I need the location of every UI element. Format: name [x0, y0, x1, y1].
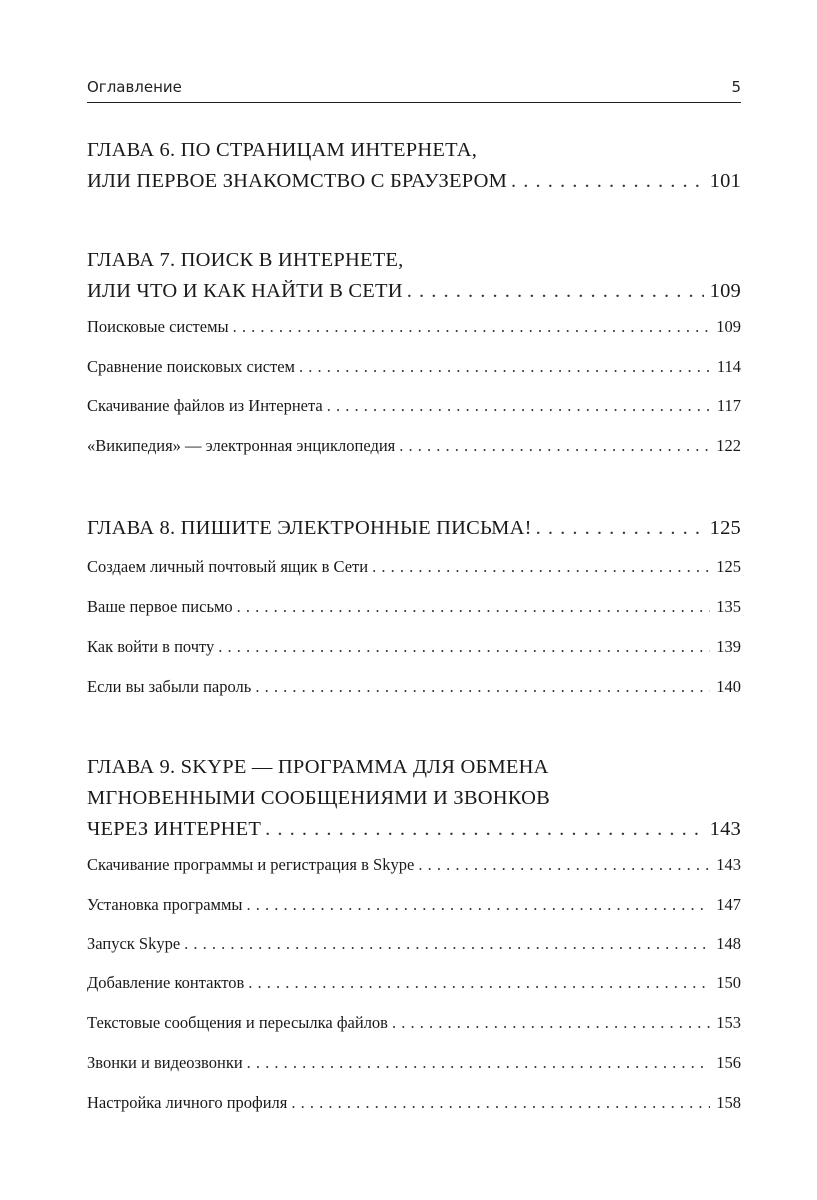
toc-entry[interactable] — [87, 434, 741, 458]
entry-page-number: 125 — [716, 557, 741, 576]
entry-page-number: 140 — [716, 677, 741, 696]
entry-title: Добавление контактов — [87, 973, 245, 992]
chapter-title-line: ИЛИ ЧТО И КАК НАЙТИ В СЕТИ — [87, 280, 403, 302]
chapter-title-line: МГНОВЕННЫМИ СООБЩЕНИЯМИ И ЗВОНКОВ — [87, 787, 550, 809]
toc-entry[interactable] — [87, 971, 741, 995]
toc-entry[interactable] — [87, 355, 741, 379]
dot-leader — [392, 1011, 710, 1035]
running-head-page-number: 5 — [731, 78, 741, 96]
chapter-title-line: ГЛАВА 7. ПОИСК В ИНТЕРНЕТЕ, — [87, 249, 404, 271]
dot-leader — [248, 971, 710, 995]
toc-entry[interactable] — [87, 555, 741, 579]
chapter-title-line: ЧЕРЕЗ ИНТЕРНЕТ — [87, 818, 262, 840]
dot-leader — [237, 595, 711, 619]
chapter-title-line: ИЛИ ПЕРВОЕ ЗНАКОМСТВО С БРАУЗЕРОМ — [87, 170, 508, 192]
entry-title: Запуск Skype — [87, 934, 181, 953]
entry-title: Ваше первое письмо — [87, 597, 233, 616]
dot-leader — [399, 434, 710, 458]
chapter-title-line: ГЛАВА 9. SKYPE — ПРОГРАММА ДЛЯ ОБМЕНА — [87, 756, 549, 778]
dot-leader — [247, 1051, 711, 1075]
dot-leader — [418, 853, 710, 877]
entry-page-number: 109 — [716, 317, 741, 336]
toc-entry[interactable] — [87, 595, 741, 619]
toc-entry[interactable] — [87, 1091, 741, 1115]
entry-title: Если вы забыли пароль — [87, 677, 252, 696]
chapter-page-number: 109 — [709, 280, 741, 302]
chapter-page-number: 101 — [709, 170, 741, 192]
entry-page-number: 150 — [716, 973, 741, 992]
entry-page-number: 143 — [716, 855, 741, 874]
book-page — [87, 0, 741, 1200]
running-head-title: Оглавление — [87, 78, 182, 96]
dot-leader — [511, 166, 704, 197]
chapter-page-number: 125 — [709, 517, 741, 539]
entry-page-number: 147 — [716, 895, 741, 914]
entry-title: Звонки и видеозвонки — [87, 1053, 243, 1072]
dot-leader — [233, 315, 711, 339]
entry-title: Настройка личного профиля — [87, 1093, 288, 1112]
dot-leader — [291, 1091, 710, 1115]
dot-leader — [372, 555, 710, 579]
toc-chapter-9[interactable] — [87, 752, 741, 845]
entry-page-number: 153 — [716, 1013, 741, 1032]
chapter-title-line: ГЛАВА 8. ПИШИТЕ ЭЛЕКТРОННЫЕ ПИСЬМА! — [87, 517, 532, 539]
dot-leader — [265, 814, 704, 845]
entry-page-number: 158 — [716, 1093, 741, 1112]
entry-title: Создаем личный почтовый ящик в Сети — [87, 557, 369, 576]
entry-page-number: 156 — [716, 1053, 741, 1072]
entry-title: «Википедия» — электронная энциклопедия — [87, 436, 396, 455]
entry-title: Текстовые сообщения и пересылка файлов — [87, 1013, 388, 1032]
entry-title: Поисковые системы — [87, 317, 229, 336]
toc-entry[interactable] — [87, 315, 741, 339]
entry-title: Скачивание программы и регистрация в Skype — [87, 855, 415, 874]
toc-chapter-6[interactable] — [87, 135, 741, 197]
entry-page-number: 122 — [716, 436, 741, 455]
toc-chapter-8[interactable] — [87, 513, 741, 544]
entry-title: Сравнение поисковых систем — [87, 357, 295, 376]
toc-entry[interactable] — [87, 893, 741, 917]
entry-page-number: 139 — [716, 637, 741, 656]
entry-page-number: 117 — [716, 396, 741, 415]
toc-entry[interactable] — [87, 1011, 741, 1035]
dot-leader — [536, 513, 704, 544]
toc-chapter-7[interactable] — [87, 245, 741, 307]
dot-leader — [218, 635, 710, 659]
entry-title: Установка программы — [87, 895, 243, 914]
entry-page-number: 114 — [716, 357, 741, 376]
toc-entry[interactable] — [87, 394, 741, 418]
chapter-page-number: 143 — [709, 818, 741, 840]
toc-entry[interactable] — [87, 853, 741, 877]
entry-page-number: 148 — [716, 934, 741, 953]
toc-entry[interactable] — [87, 675, 741, 699]
chapter-title-line: ГЛАВА 6. ПО СТРАНИЦАМ ИНТЕРНЕТА, — [87, 139, 478, 161]
entry-title: Как войти в почту — [87, 637, 215, 656]
dot-leader — [299, 355, 711, 379]
dot-leader — [327, 394, 711, 418]
toc-entry[interactable] — [87, 932, 741, 956]
running-head — [87, 78, 741, 103]
entry-title: Скачивание файлов из Интернета — [87, 396, 323, 415]
dot-leader — [184, 932, 710, 956]
toc-entry[interactable] — [87, 1051, 741, 1075]
dot-leader — [255, 675, 710, 699]
dot-leader — [407, 276, 704, 307]
toc-entry[interactable] — [87, 635, 741, 659]
entry-page-number: 135 — [716, 597, 741, 616]
dot-leader — [247, 893, 711, 917]
